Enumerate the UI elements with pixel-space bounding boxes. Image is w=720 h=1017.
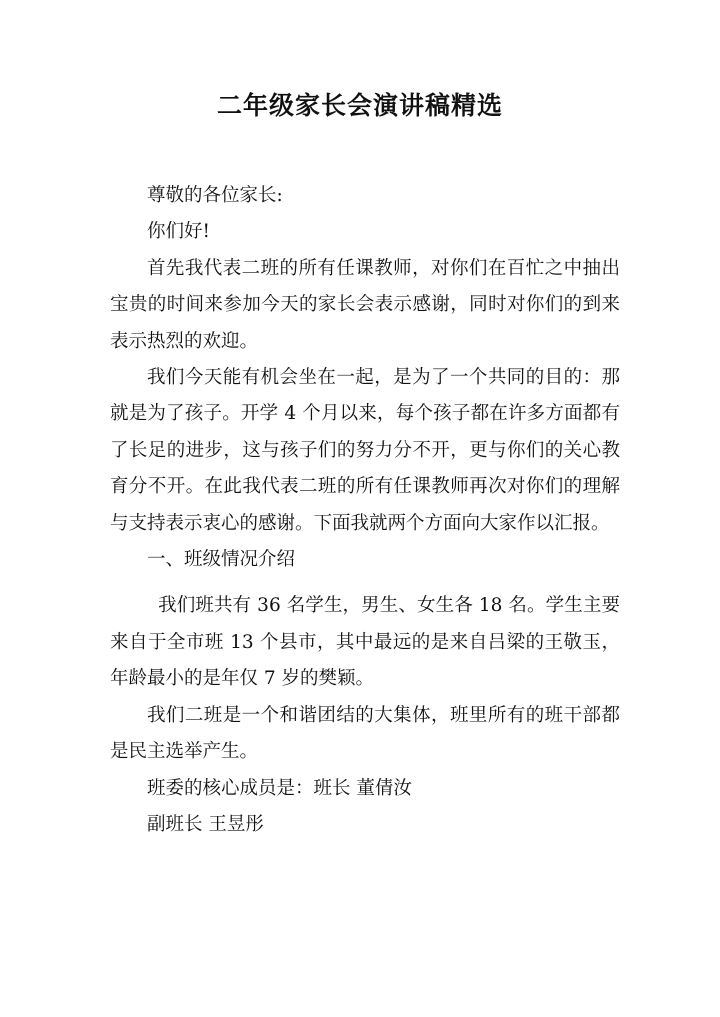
document-title: 二年级家长会演讲稿精选 [216,91,503,120]
paragraph-thanks: 首先我代表二班的所有任课教师，对你们在百忙之中抽出宝贵的时间来参加今天的家长会表示感谢，同时对你们的到来表示热烈的欢迎。 [110,257,620,352]
paragraph-class-unity: 我们二班是一个和谐团结的大集体，班里所有的班干部都是民主选举产生。 [110,704,620,763]
paragraph-vice-leader: 副班长 王昱彤 [147,813,264,835]
paragraph-class-leader: 班委的核心成员是：班长 董倩汝 [147,777,412,799]
document-body [110,178,620,843]
section-heading: 一、班级情况介绍 [147,549,296,571]
paragraph-purpose: 我们今天能有机会坐在一起，是为了一个共同的目的：那就是为了孩子。开学 4 个月以来，每个孩子都在许多方面都有了长足的进步，这与孩子们的努力分不开，更与你们的关心教育分不开。在此我代表二班的所有任课教师再次对你们的理解与支持表示衷心的感谢。下面我就两个方面向大家作以汇报。 [110,367,620,534]
salutation: 尊敬的各位家长: [147,185,283,206]
greeting: 你们好! [147,221,210,243]
paragraph-class-info: 我们班共有 36 名学生，男生、女生各 18 名。学生主要来自于全市班 13 个县市，其中最远的是来自吕梁的王敬玉，年龄最小的是年仅 7 岁的樊颖。 [110,595,620,690]
